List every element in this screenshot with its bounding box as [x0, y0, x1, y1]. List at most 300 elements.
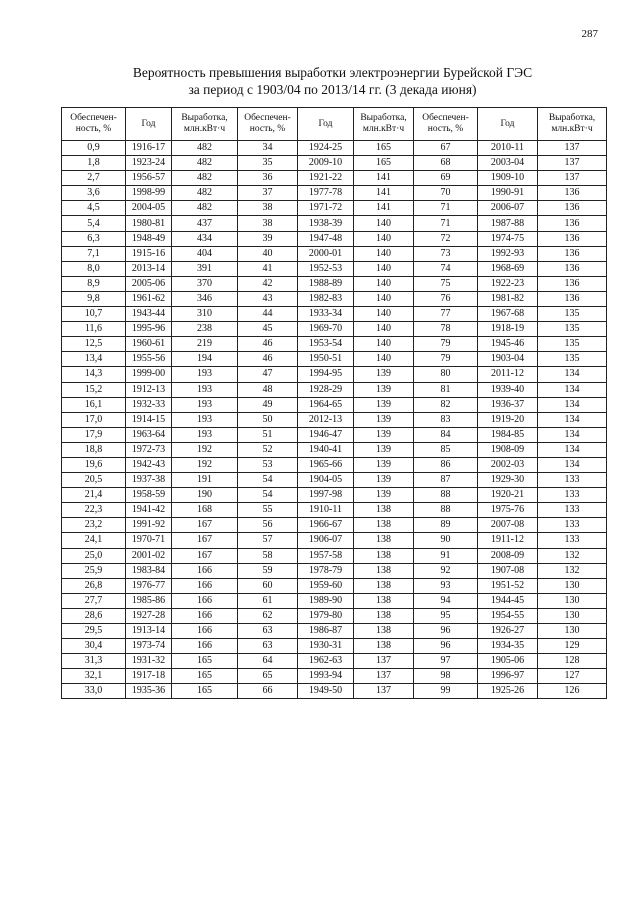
table-row	[62, 367, 607, 382]
table-cell: 27,7	[62, 593, 126, 608]
table-cell: 1982-83	[298, 291, 354, 306]
table-cell: 45	[238, 322, 298, 337]
table-cell: 1927-28	[126, 608, 172, 623]
table-cell: 138	[354, 578, 414, 593]
table-cell: 1904-05	[298, 473, 354, 488]
table-cell: 310	[172, 307, 238, 322]
table-body	[62, 141, 607, 699]
table-cell: 1942-43	[126, 457, 172, 472]
table-cell: 71	[414, 201, 478, 216]
table-cell: 1938-39	[298, 216, 354, 231]
table-cell: 53	[238, 457, 298, 472]
table-cell: 99	[414, 684, 478, 699]
table-cell: 134	[538, 367, 607, 382]
table-cell: 2007-08	[478, 518, 538, 533]
table-cell: 139	[354, 488, 414, 503]
table-row	[62, 322, 607, 337]
table-row	[62, 473, 607, 488]
table-cell: 1979-80	[298, 608, 354, 623]
table-cell: 36	[238, 171, 298, 186]
table-cell: 132	[538, 548, 607, 563]
table-cell: 1945-46	[478, 337, 538, 352]
table-cell: 29,5	[62, 624, 126, 639]
table-cell: 52	[238, 442, 298, 457]
table-cell: 20,5	[62, 473, 126, 488]
table-cell: 2003-04	[478, 156, 538, 171]
table-cell: 1929-30	[478, 473, 538, 488]
table-cell: 1907-08	[478, 563, 538, 578]
table-cell: 138	[354, 518, 414, 533]
table-cell: 78	[414, 322, 478, 337]
table-cell: 44	[238, 307, 298, 322]
table-cell: 130	[538, 593, 607, 608]
table-cell: 2008-09	[478, 548, 538, 563]
table-cell: 54	[238, 473, 298, 488]
table-row	[62, 337, 607, 352]
table-cell: 64	[238, 654, 298, 669]
table-row	[62, 291, 607, 306]
table-cell: 57	[238, 533, 298, 548]
table-cell: 137	[354, 684, 414, 699]
table-cell: 134	[538, 427, 607, 442]
table-cell: 1961-62	[126, 291, 172, 306]
table-cell: 10,7	[62, 307, 126, 322]
table-cell: 38	[238, 216, 298, 231]
table-cell: 88	[414, 488, 478, 503]
table-cell: 17,9	[62, 427, 126, 442]
table-cell: 8,0	[62, 261, 126, 276]
table-cell: 33,0	[62, 684, 126, 699]
table-cell: 1953-54	[298, 337, 354, 352]
table-cell: 43	[238, 291, 298, 306]
table-cell: 191	[172, 473, 238, 488]
table-cell: 193	[172, 367, 238, 382]
table-cell: 25,9	[62, 563, 126, 578]
table-cell: 61	[238, 593, 298, 608]
table-cell: 1948-49	[126, 231, 172, 246]
table-cell: 194	[172, 352, 238, 367]
table-cell: 166	[172, 624, 238, 639]
table-cell: 23,2	[62, 518, 126, 533]
table-cell: 75	[414, 276, 478, 291]
table-cell: 1981-82	[478, 291, 538, 306]
header-cell: Год	[126, 108, 172, 141]
table-cell: 2013-14	[126, 261, 172, 276]
title-line-1: Вероятность превышения выработки электроэнергии Бурейской ГЭС	[132, 65, 533, 80]
table-cell: 1962-63	[298, 654, 354, 669]
table-cell: 17,0	[62, 412, 126, 427]
table-cell: 68	[414, 156, 478, 171]
table-cell: 166	[172, 593, 238, 608]
header-cell: Обеспечен-ность, %	[62, 108, 126, 141]
table-cell: 1956-57	[126, 171, 172, 186]
table-cell: 138	[354, 624, 414, 639]
table-cell: 1920-21	[478, 488, 538, 503]
table-cell: 136	[538, 246, 607, 261]
table-cell: 1923-24	[126, 156, 172, 171]
table-cell: 39	[238, 231, 298, 246]
table-cell: 1994-95	[298, 367, 354, 382]
table-cell: 1930-31	[298, 639, 354, 654]
table-cell: 1968-69	[478, 261, 538, 276]
table-row	[62, 548, 607, 563]
table-row	[62, 186, 607, 201]
table-cell: 1941-42	[126, 503, 172, 518]
table-cell: 1972-73	[126, 442, 172, 457]
table-cell: 1903-04	[478, 352, 538, 367]
table-cell: 1931-32	[126, 654, 172, 669]
table-cell: 192	[172, 442, 238, 457]
table-cell: 3,6	[62, 186, 126, 201]
table-row	[62, 578, 607, 593]
table-cell: 165	[172, 684, 238, 699]
table-cell: 2000-01	[298, 246, 354, 261]
table-row	[62, 488, 607, 503]
table-cell: 96	[414, 624, 478, 639]
table-cell: 138	[354, 608, 414, 623]
table-cell: 139	[354, 382, 414, 397]
table-cell: 14,3	[62, 367, 126, 382]
table-cell: 1913-14	[126, 624, 172, 639]
table-cell: 437	[172, 216, 238, 231]
table-cell: 137	[538, 141, 607, 156]
table-cell: 133	[538, 533, 607, 548]
table-cell: 1922-23	[478, 276, 538, 291]
table-cell: 15,2	[62, 382, 126, 397]
table-cell: 193	[172, 382, 238, 397]
table-cell: 193	[172, 427, 238, 442]
probability-table	[61, 107, 607, 699]
table-cell: 92	[414, 563, 478, 578]
header-cell: Обеспечен-ность, %	[238, 108, 298, 141]
table-cell: 1928-29	[298, 382, 354, 397]
table-cell: 482	[172, 156, 238, 171]
table-cell: 136	[538, 231, 607, 246]
table-cell: 482	[172, 141, 238, 156]
table-cell: 79	[414, 337, 478, 352]
table-cell: 1993-94	[298, 669, 354, 684]
table-cell: 138	[354, 533, 414, 548]
table-cell: 133	[538, 488, 607, 503]
table-row	[62, 201, 607, 216]
table-cell: 2004-05	[126, 201, 172, 216]
table-cell: 139	[354, 367, 414, 382]
table-cell: 1996-97	[478, 669, 538, 684]
table-cell: 1905-06	[478, 654, 538, 669]
table-cell: 136	[538, 216, 607, 231]
table-cell: 404	[172, 246, 238, 261]
table-cell: 22,3	[62, 503, 126, 518]
table-row	[62, 427, 607, 442]
table-cell: 0,9	[62, 141, 126, 156]
table-cell: 138	[354, 639, 414, 654]
table-cell: 1959-60	[298, 578, 354, 593]
table-cell: 1917-18	[126, 669, 172, 684]
table-cell: 8,9	[62, 276, 126, 291]
table-cell: 1965-66	[298, 457, 354, 472]
table-cell: 67	[414, 141, 478, 156]
table-cell: 1936-37	[478, 397, 538, 412]
table-cell: 6,3	[62, 231, 126, 246]
table-cell: 140	[354, 307, 414, 322]
table-cell: 1925-26	[478, 684, 538, 699]
table-cell: 1935-36	[126, 684, 172, 699]
table-cell: 79	[414, 352, 478, 367]
table-cell: 24,1	[62, 533, 126, 548]
table-cell: 136	[538, 291, 607, 306]
table-row	[62, 397, 607, 412]
table-cell: 1950-51	[298, 352, 354, 367]
table-cell: 1974-75	[478, 231, 538, 246]
table-cell: 140	[354, 352, 414, 367]
table-cell: 1949-50	[298, 684, 354, 699]
table-cell: 90	[414, 533, 478, 548]
table-cell: 1921-22	[298, 171, 354, 186]
table-row	[62, 412, 607, 427]
table-cell: 69	[414, 171, 478, 186]
table-cell: 130	[538, 608, 607, 623]
table-cell: 1933-34	[298, 307, 354, 322]
table-row	[62, 171, 607, 186]
table-cell: 129	[538, 639, 607, 654]
table-cell: 1940-41	[298, 442, 354, 457]
page-number: 287	[581, 28, 598, 40]
table-cell: 7,1	[62, 246, 126, 261]
table-cell: 139	[354, 473, 414, 488]
table-cell: 1987-88	[478, 216, 538, 231]
table-cell: 80	[414, 367, 478, 382]
table-cell: 1997-98	[298, 488, 354, 503]
table-cell: 1991-92	[126, 518, 172, 533]
table-cell: 87	[414, 473, 478, 488]
table-cell: 1916-17	[126, 141, 172, 156]
table-cell: 96	[414, 639, 478, 654]
table-cell: 1947-48	[298, 231, 354, 246]
table-cell: 136	[538, 186, 607, 201]
table-cell: 135	[538, 307, 607, 322]
table-cell: 1999-00	[126, 367, 172, 382]
table-cell: 127	[538, 669, 607, 684]
table-row	[62, 261, 607, 276]
table-cell: 168	[172, 503, 238, 518]
table-cell: 135	[538, 322, 607, 337]
table-cell: 1909-10	[478, 171, 538, 186]
table-cell: 1924-25	[298, 141, 354, 156]
table-cell: 46	[238, 337, 298, 352]
table-cell: 133	[538, 518, 607, 533]
table-cell: 167	[172, 548, 238, 563]
table-cell: 35	[238, 156, 298, 171]
table-cell: 95	[414, 608, 478, 623]
table-cell: 141	[354, 186, 414, 201]
table-row	[62, 608, 607, 623]
table-cell: 2005-06	[126, 276, 172, 291]
table-cell: 165	[172, 654, 238, 669]
table-cell: 46	[238, 352, 298, 367]
table-cell: 2006-07	[478, 201, 538, 216]
table-cell: 482	[172, 186, 238, 201]
table-cell: 391	[172, 261, 238, 276]
table-cell: 1954-55	[478, 608, 538, 623]
table-cell: 190	[172, 488, 238, 503]
table-cell: 135	[538, 337, 607, 352]
table-cell: 48	[238, 382, 298, 397]
header-row	[62, 108, 607, 141]
table-cell: 41	[238, 261, 298, 276]
table-cell: 30,4	[62, 639, 126, 654]
table-cell: 1910-11	[298, 503, 354, 518]
table-cell: 1911-12	[478, 533, 538, 548]
table-cell: 60	[238, 578, 298, 593]
table-cell: 136	[538, 276, 607, 291]
table-cell: 166	[172, 608, 238, 623]
header-cell: Выработка, млн.кВт·ч	[538, 108, 607, 141]
table-cell: 128	[538, 654, 607, 669]
table-cell: 58	[238, 548, 298, 563]
table-cell: 165	[354, 156, 414, 171]
title-line-2: за период с 1903/04 по 2013/14 гг. (3 декада июня)	[188, 82, 477, 97]
table-cell: 66	[238, 684, 298, 699]
table-cell: 139	[354, 427, 414, 442]
table-cell: 63	[238, 639, 298, 654]
table-cell: 84	[414, 427, 478, 442]
table-cell: 19,6	[62, 457, 126, 472]
table-cell: 166	[172, 639, 238, 654]
table-cell: 134	[538, 397, 607, 412]
table-cell: 98	[414, 669, 478, 684]
table-cell: 1932-33	[126, 397, 172, 412]
table-cell: 74	[414, 261, 478, 276]
table-cell: 134	[538, 382, 607, 397]
table-cell: 1960-61	[126, 337, 172, 352]
table-cell: 38	[238, 201, 298, 216]
table-cell: 1957-58	[298, 548, 354, 563]
table-cell: 126	[538, 684, 607, 699]
table-cell: 26,8	[62, 578, 126, 593]
table-row	[62, 246, 607, 261]
table-cell: 55	[238, 503, 298, 518]
table-cell: 1973-74	[126, 639, 172, 654]
table-cell: 166	[172, 563, 238, 578]
table-cell: 83	[414, 412, 478, 427]
table-cell: 12,5	[62, 337, 126, 352]
table-cell: 1977-78	[298, 186, 354, 201]
table-cell: 165	[172, 669, 238, 684]
table-cell: 138	[354, 593, 414, 608]
table-cell: 434	[172, 231, 238, 246]
table-cell: 139	[354, 412, 414, 427]
table-cell: 1980-81	[126, 216, 172, 231]
header-cell: Выработка, млн.кВт·ч	[172, 108, 238, 141]
table-cell: 85	[414, 442, 478, 457]
table-row	[62, 684, 607, 699]
table-cell: 482	[172, 171, 238, 186]
table-cell: 238	[172, 322, 238, 337]
table-cell: 4,5	[62, 201, 126, 216]
table-cell: 138	[354, 503, 414, 518]
table-row	[62, 639, 607, 654]
table-cell: 1983-84	[126, 563, 172, 578]
table-cell: 2012-13	[298, 412, 354, 427]
table-cell: 1984-85	[478, 427, 538, 442]
table-cell: 167	[172, 533, 238, 548]
document-title	[60, 64, 605, 98]
table-cell: 42	[238, 276, 298, 291]
table-cell: 1995-96	[126, 322, 172, 337]
table-cell: 137	[538, 171, 607, 186]
table-row	[62, 382, 607, 397]
table-cell: 1990-91	[478, 186, 538, 201]
table-cell: 1926-27	[478, 624, 538, 639]
table-cell: 1908-09	[478, 442, 538, 457]
table-cell: 28,6	[62, 608, 126, 623]
table-cell: 1975-76	[478, 503, 538, 518]
table-cell: 25,0	[62, 548, 126, 563]
table-cell: 1946-47	[298, 427, 354, 442]
table-row	[62, 669, 607, 684]
table-cell: 89	[414, 518, 478, 533]
table-cell: 137	[354, 654, 414, 669]
table-cell: 1970-71	[126, 533, 172, 548]
table-row	[62, 593, 607, 608]
table-cell: 1939-40	[478, 382, 538, 397]
table-cell: 1918-19	[478, 322, 538, 337]
table-cell: 37	[238, 186, 298, 201]
table-cell: 134	[538, 457, 607, 472]
table-cell: 1955-56	[126, 352, 172, 367]
table-cell: 72	[414, 231, 478, 246]
table-cell: 73	[414, 246, 478, 261]
table-cell: 1986-87	[298, 624, 354, 639]
table-cell: 1966-67	[298, 518, 354, 533]
table-cell: 1951-52	[478, 578, 538, 593]
table-row	[62, 156, 607, 171]
table-cell: 71	[414, 216, 478, 231]
table-cell: 140	[354, 261, 414, 276]
table-cell: 140	[354, 231, 414, 246]
table-row	[62, 276, 607, 291]
table-cell: 2011-12	[478, 367, 538, 382]
table-cell: 18,8	[62, 442, 126, 457]
table-row	[62, 231, 607, 246]
table-cell: 1915-16	[126, 246, 172, 261]
table-cell: 1989-90	[298, 593, 354, 608]
table-cell: 86	[414, 457, 478, 472]
table-cell: 65	[238, 669, 298, 684]
table-cell: 137	[354, 669, 414, 684]
table-cell: 192	[172, 457, 238, 472]
table-cell: 63	[238, 624, 298, 639]
table-cell: 21,4	[62, 488, 126, 503]
table-cell: 346	[172, 291, 238, 306]
table-row	[62, 352, 607, 367]
table-cell: 134	[538, 412, 607, 427]
table-cell: 137	[538, 156, 607, 171]
table-cell: 34	[238, 141, 298, 156]
table-row	[62, 457, 607, 472]
table-cell: 2010-11	[478, 141, 538, 156]
table-cell: 138	[354, 563, 414, 578]
table-cell: 91	[414, 548, 478, 563]
table-cell: 47	[238, 367, 298, 382]
table-cell: 13,4	[62, 352, 126, 367]
table-row	[62, 533, 607, 548]
table-cell: 82	[414, 397, 478, 412]
table-cell: 139	[354, 442, 414, 457]
table-row	[62, 654, 607, 669]
table-cell: 1971-72	[298, 201, 354, 216]
table-cell: 1985-86	[126, 593, 172, 608]
